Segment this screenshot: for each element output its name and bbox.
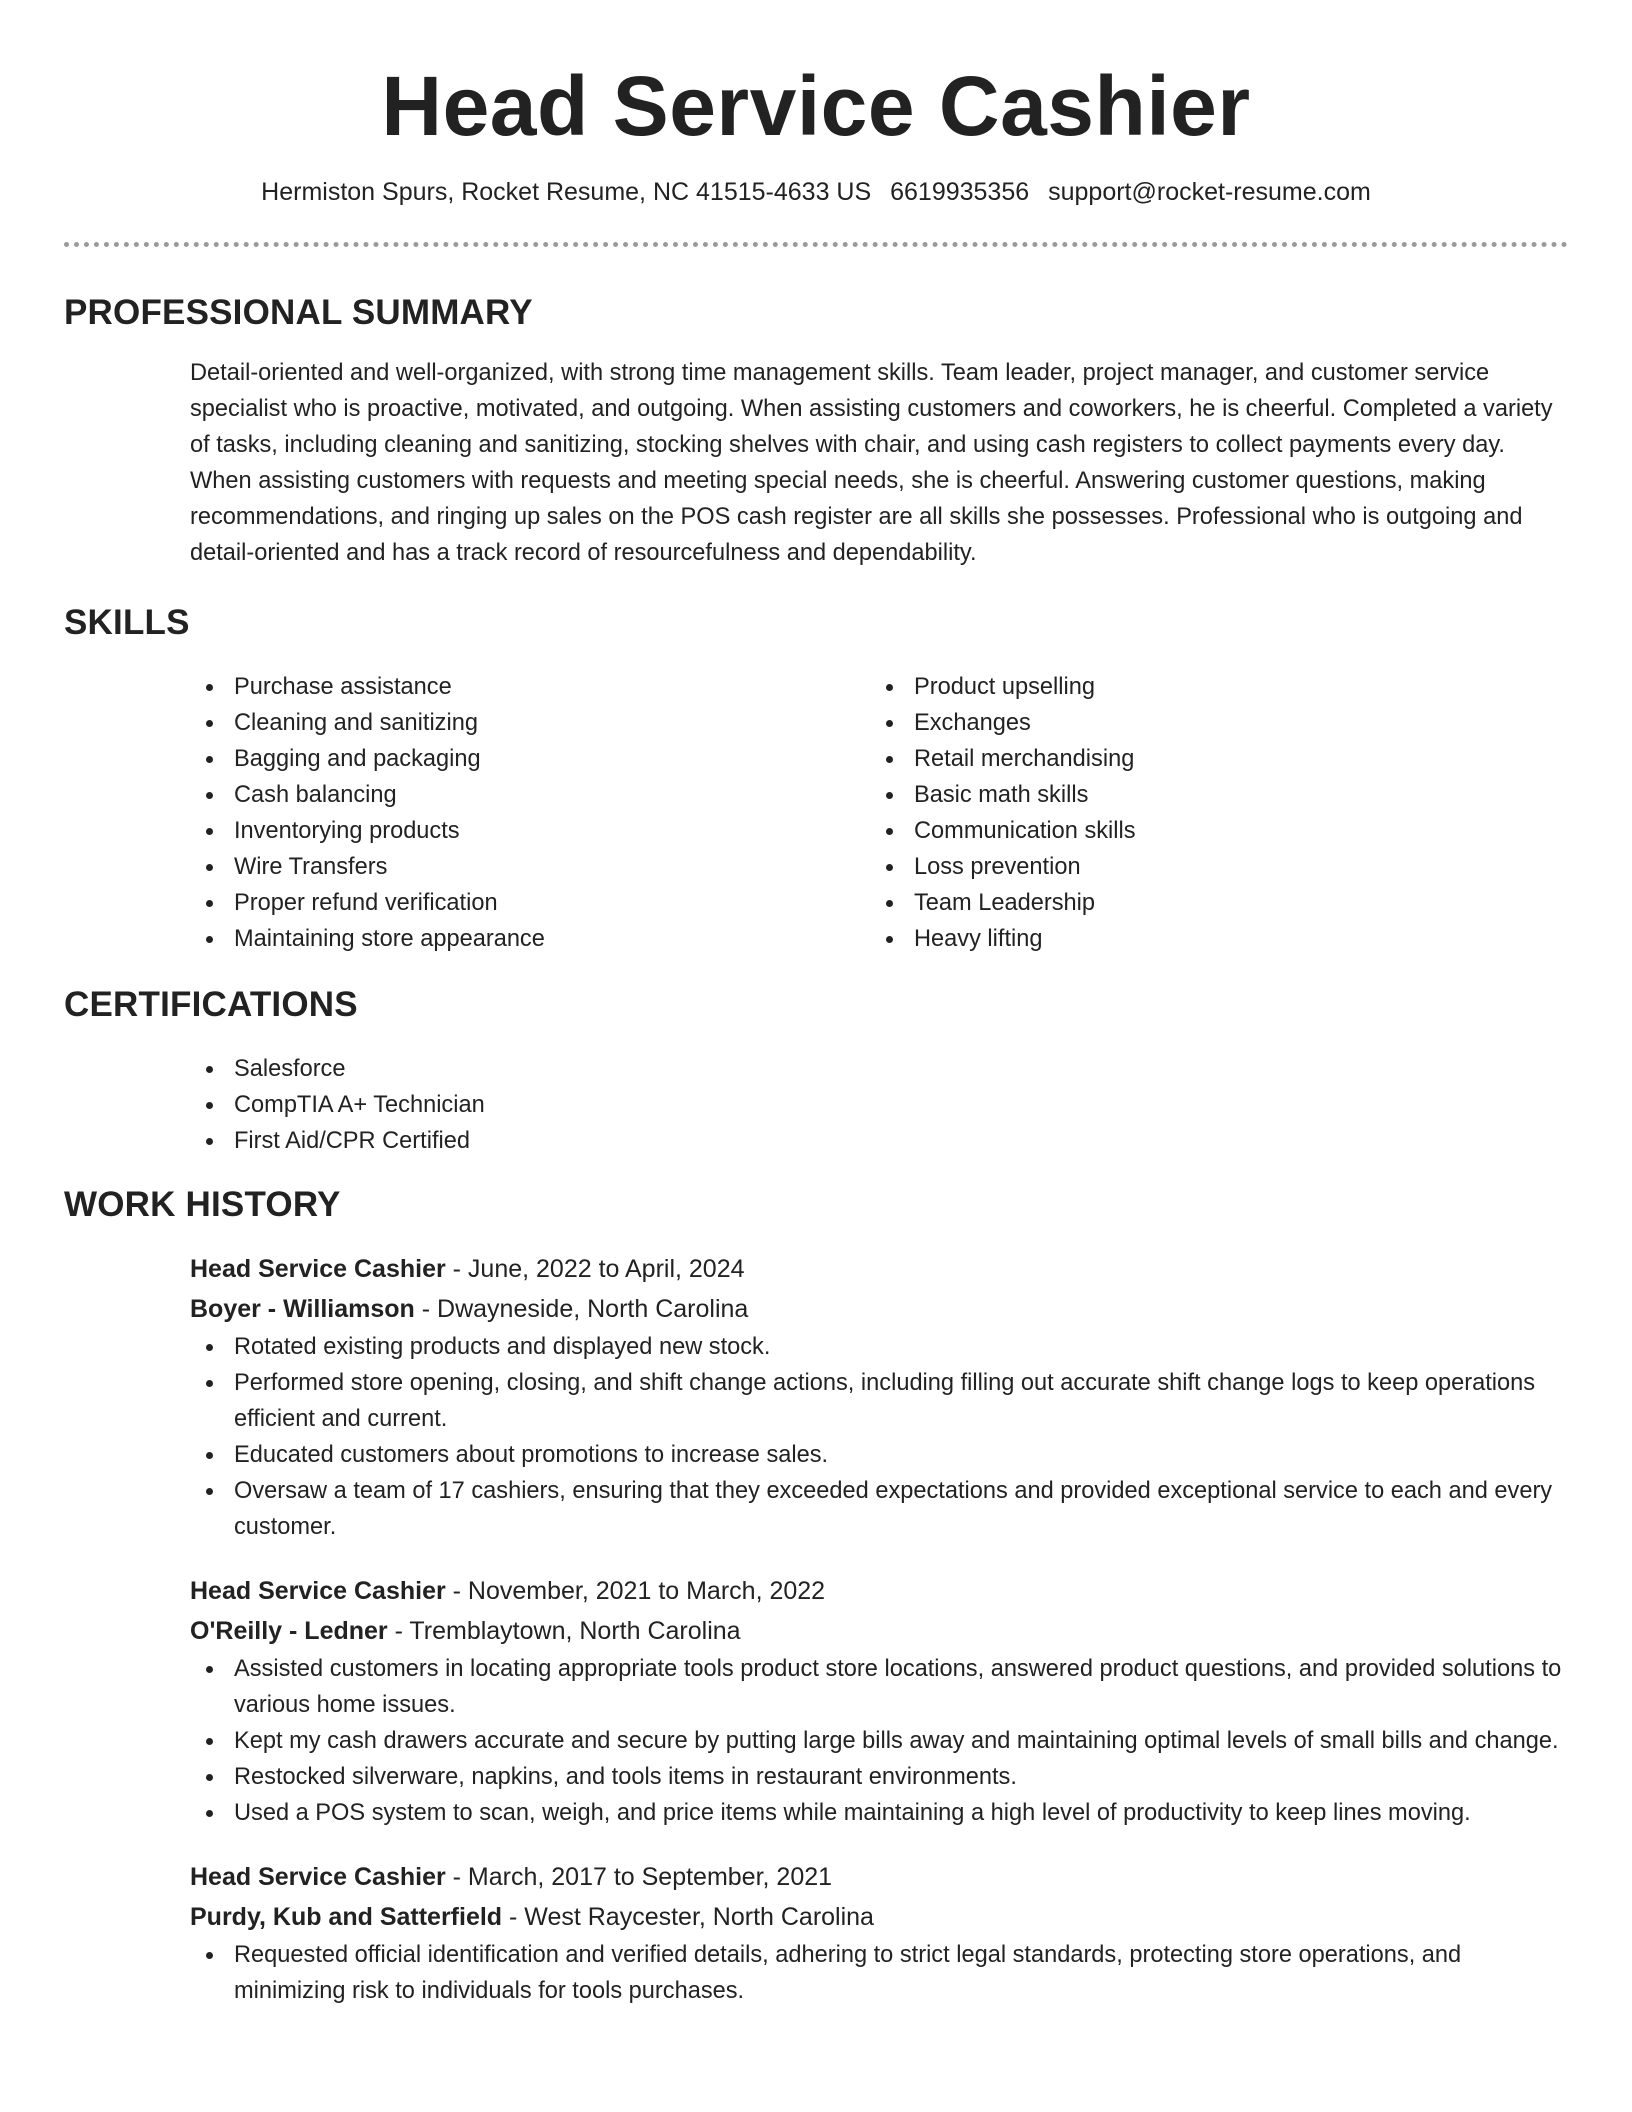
job-title-line [190,1571,1568,1611]
job-company-line [190,1289,1568,1329]
summary-heading: PROFESSIONAL SUMMARY [64,293,533,332]
job-location: - West Raycester, North Carolina [502,1903,874,1931]
skill-item: Proper refund verification [190,885,870,921]
job-role: Head Service Cashier [190,1863,446,1891]
skill-item: Maintaining store appearance [190,921,870,957]
resume-page [64,0,1568,2009]
job-title-line [190,1857,1568,1897]
job-duty-item: Oversaw a team of 17 cashiers, ensuring that they exceeded expectations and provided exceptional service to each and every customer. [190,1473,1568,1545]
certification-item: Salesforce [190,1051,1568,1087]
resume-name: Head Service Cashier [381,59,1251,153]
job-dates: - March, 2017 to September, 2021 [445,1863,833,1891]
contact-phone: 6619935356 [890,178,1030,206]
job-dates: - June, 2022 to April, 2024 [445,1255,745,1283]
skill-item: Exchanges [870,705,1550,741]
job-entry [190,1571,1568,1831]
header-divider [64,242,1568,247]
job-entry [190,1249,1568,1545]
skill-item: Retail merchandising [870,741,1550,777]
skill-item: Bagging and packaging [190,741,870,777]
job-company-line [190,1897,1568,1937]
skill-item: Wire Transfers [190,849,870,885]
job-duty-item: Educated customers about promotions to increase sales. [190,1437,1568,1473]
summary-paragraph: Detail-oriented and well-organized, with strong time management skills. Team leader, project manager, and customer service specialist who is proactive, motivated, and outgoing. When assisting customers and coworkers, he is cheerful. Completed a variety of tasks, including cleaning and sanitizing, stocking shelves with chair, and using cash registers to collect payments every day. When assisting customers with requests and meeting special needs, she is cheerful. Answering customer questions, making recommendations, and ringing up sales on the POS cash register are all skills she possesses. Professional who is outgoing and detail-oriented and has a track record of resourcefulness and dependability. [190,360,1553,566]
certification-item: CompTIA A+ Technician [190,1087,1568,1123]
job-company: O'Reilly - Ledner [190,1617,388,1645]
contact-line [64,174,1568,210]
job-title-line [190,1249,1568,1289]
certifications-list [190,1051,1568,1159]
work-history-heading: WORK HISTORY [64,1185,341,1224]
job-duty-item: Requested official identification and verified details, adhering to strict legal standards, protecting store operations, and minimizing risk to individuals for tools purchases. [190,1937,1568,2009]
job-duty-item: Assisted customers in locating appropriate tools product store locations, answered product questions, and provided solutions to various home issues. [190,1651,1568,1723]
job-duties-list [64,1329,1568,1545]
skills-column-left [190,669,870,957]
skill-item: Basic math skills [870,777,1550,813]
skills-column-right [870,669,1550,957]
certifications-block [190,1051,1568,1159]
job-duties-list [64,1937,1568,2009]
certifications-heading: CERTIFICATIONS [64,985,358,1024]
job-dates: - November, 2021 to March, 2022 [445,1577,826,1605]
contact-address: Hermiston Spurs, Rocket Resume, NC 41515-4633 US [261,178,872,206]
job-company-line [190,1611,1568,1651]
job-duty-item: Restocked silverware, napkins, and tools items in restaurant environments. [190,1759,1568,1795]
skills-list-left [190,669,870,957]
skill-item: Team Leadership [870,885,1550,921]
job-duty-item: Used a POS system to scan, weigh, and price items while maintaining a high level of productivity to keep lines moving. [190,1795,1568,1831]
skills-heading: SKILLS [64,603,190,642]
skill-item: Communication skills [870,813,1550,849]
skill-item: Purchase assistance [190,669,870,705]
job-location: - Tremblaytown, North Carolina [387,1617,741,1645]
job-role: Head Service Cashier [190,1577,446,1605]
job-role: Head Service Cashier [190,1255,446,1283]
skill-item: Heavy lifting [870,921,1550,957]
contact-email: support@rocket-resume.com [1048,178,1371,206]
job-company: Purdy, Kub and Satterfield [190,1903,503,1931]
certification-item: First Aid/CPR Certified [190,1123,1568,1159]
job-duty-item: Kept my cash drawers accurate and secure by putting large bills away and maintaining optimal levels of small bills and change. [190,1723,1568,1759]
job-duties-list [64,1651,1568,1831]
skill-item: Loss prevention [870,849,1550,885]
skills-columns [190,669,1568,957]
job-location: - Dwayneside, North Carolina [414,1295,749,1323]
skill-item: Inventorying products [190,813,870,849]
job-company: Boyer - Williamson [190,1295,415,1323]
job-duty-item: Performed store opening, closing, and shift change actions, including filling out accurate shift change logs to keep operations efficient and current. [190,1365,1568,1437]
job-entry [190,1857,1568,2009]
skill-item: Cleaning and sanitizing [190,705,870,741]
job-duty-item: Rotated existing products and displayed new stock. [190,1329,1568,1365]
skill-item: Cash balancing [190,777,870,813]
skill-item: Product upselling [870,669,1550,705]
skills-list-right [870,669,1550,957]
